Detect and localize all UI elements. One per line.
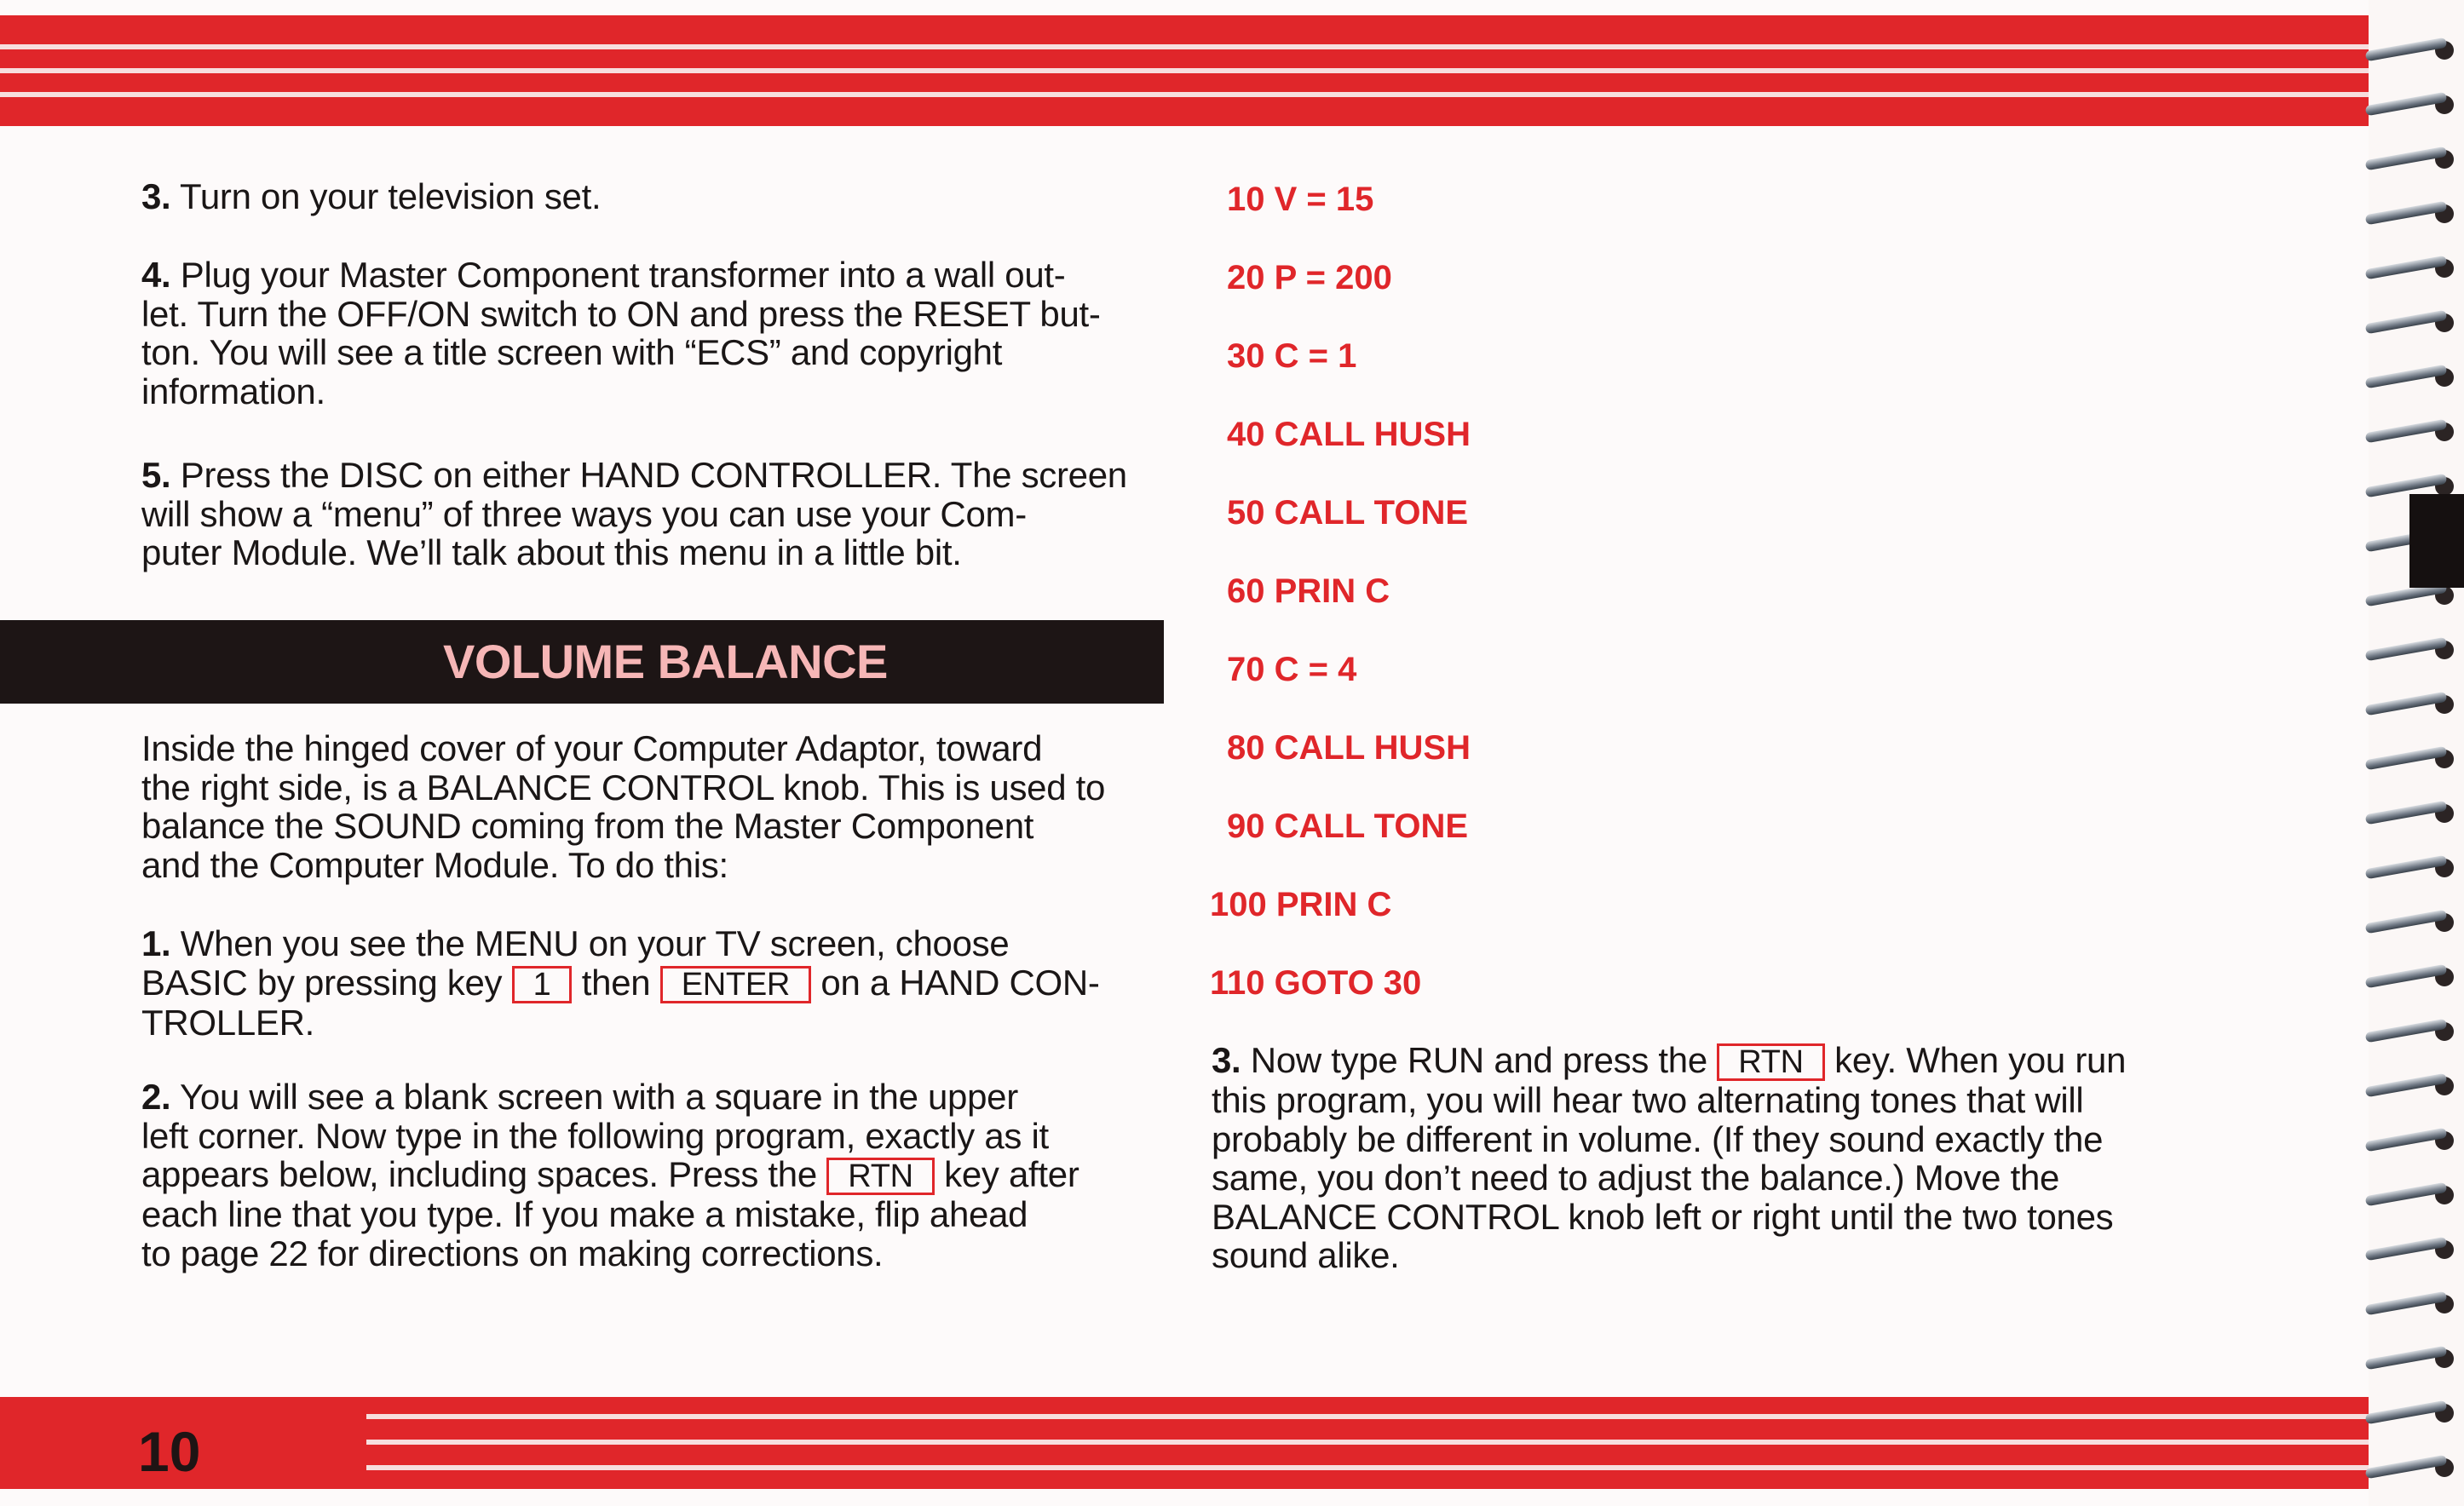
coil-wire [2365,964,2448,988]
intro-paragraph: Inside the hinged cover of your Computer Adaptor, toward the right side, is a BALANCE CONTROL knob. This is used to balance the SOUND coming from the Master Component and the Computer Module. To do this: [141,728,1106,885]
band-stripe [366,1440,2369,1445]
program-line: 70 C = 4 [1227,651,1357,688]
spiral-coil [2360,34,2464,66]
spiral-coil [2360,743,2464,775]
section-heading: VOLUME BALANCE [443,635,888,688]
spiral-coil [2360,416,2464,448]
band-stripe [0,44,2369,49]
program-line: 10 V = 15 [1227,181,1374,218]
spiral-coil [2360,1070,2464,1102]
coil-wire [2365,692,2448,716]
spiral-coil [2360,1124,2464,1157]
spiral-coil [2360,252,2464,285]
spiral-coil [2360,634,2464,666]
coil-wire [2365,310,2448,334]
spiral-binding [2360,0,2464,1506]
step-5: 5. Press the DISC on either HAND CONTROLLER. The screen will show a “menu” of three ways you can use your Com- puter Module. We’ll talk about this menu in a little bit. [141,455,1127,572]
coil-wire [2365,365,2448,388]
band-stripe [366,1414,2369,1419]
coil-wire [2365,1346,2448,1370]
rtn-keycap: RTN [1717,1043,1825,1081]
rtn-keycap: RTN [826,1158,935,1195]
spiral-coil [2360,688,2464,721]
run-step-3: 3. Now type RUN and press the RTN key. When you run this program, you will hear two alternating tones that will probably be different in volume. (If they sound exactly the same, you don’t need to adjust the balance.) Move the BALANCE CONTROL knob left or right until the two tones sound alike. [1212,1040,2127,1275]
spiral-coil [2360,852,2464,884]
program-line: 90 CALL TONE [1227,808,1469,845]
coil-wire [2365,637,2448,661]
left-column [141,177,1172,216]
spiral-coil [2360,906,2464,939]
program-line: 60 PRIN C [1227,572,1390,610]
step-3: 3. Turn on your television set. [141,176,602,216]
program-line: 110 GOTO 30 [1210,964,1422,1002]
spiral-coil [2360,1397,2464,1429]
spiral-coil [2360,1451,2464,1484]
coil-wire [2365,1073,2448,1097]
spiral-coil [2360,361,2464,394]
coil-wire [2365,1455,2448,1479]
program-line: 80 CALL HUSH [1227,729,1471,767]
enter-keycap: ENTER [660,966,811,1003]
coil-wire [2365,801,2448,825]
spiral-coil [2360,1179,2464,1211]
coil-wire [2365,910,2448,934]
spiral-coil [2360,1288,2464,1320]
band-stripe [366,1465,2369,1470]
spiral-coil [2360,1342,2464,1375]
coil-wire [2365,201,2448,225]
spiral-coil [2360,89,2464,121]
coil-wire [2365,1182,2448,1206]
spiral-coil [2360,307,2464,339]
band-stripe [0,68,2369,73]
balance-step-1: 1. When you see the MENU on your TV screen, choose BASIC by pressing key 1 then ENTER on a HAND CON- TROLLER. [141,923,1100,1043]
coil-wire [2365,1237,2448,1261]
coil-wire [2365,855,2448,879]
coil-wire [2365,147,2448,170]
coil-wire [2365,1291,2448,1315]
spiral-coil [2360,961,2464,993]
page-number: 10 [138,1420,201,1483]
coil-wire [2365,1019,2448,1043]
spiral-coil [2360,797,2464,830]
top-red-band [0,15,2369,126]
program-line: 100 PRIN C [1210,886,1392,923]
program-line: 40 CALL HUSH [1227,416,1471,453]
spiral-coil [2360,1015,2464,1048]
bottom-red-band [0,1397,2369,1489]
coil-wire [2365,1400,2448,1424]
step-4: 4. Plug your Master Component transformer into a wall out- let. Turn the OFF/ON switch to ON and press the RESET but- ton. You will see a title screen with “ECS” and copyright information. [141,255,1101,411]
coil-wire [2365,256,2448,279]
coil-wire [2365,37,2448,61]
coil-wire [2365,92,2448,116]
spiral-coil [2360,143,2464,175]
coil-wire [2365,746,2448,770]
program-line: 30 C = 1 [1227,337,1357,375]
section-heading-bar [0,620,1164,704]
program-line: 20 P = 200 [1227,259,1392,296]
band-stripe [0,92,2369,97]
coil-wire [2365,1128,2448,1152]
black-edge-tab [2409,494,2464,588]
spiral-coil [2360,198,2464,230]
key-1-keycap: 1 [512,966,573,1003]
balance-step-2: 2. You will see a blank screen with a square in the upper left corner. Now type in the following program, exactly as it appears below, including spaces. Press the RTN key after each line that you type. If you make a mistake, flip ahead to page 22 for directions on making corrections. [141,1077,1079,1273]
spiral-coil [2360,1233,2464,1266]
program-line: 50 CALL TONE [1227,494,1469,532]
coil-wire [2365,419,2448,443]
